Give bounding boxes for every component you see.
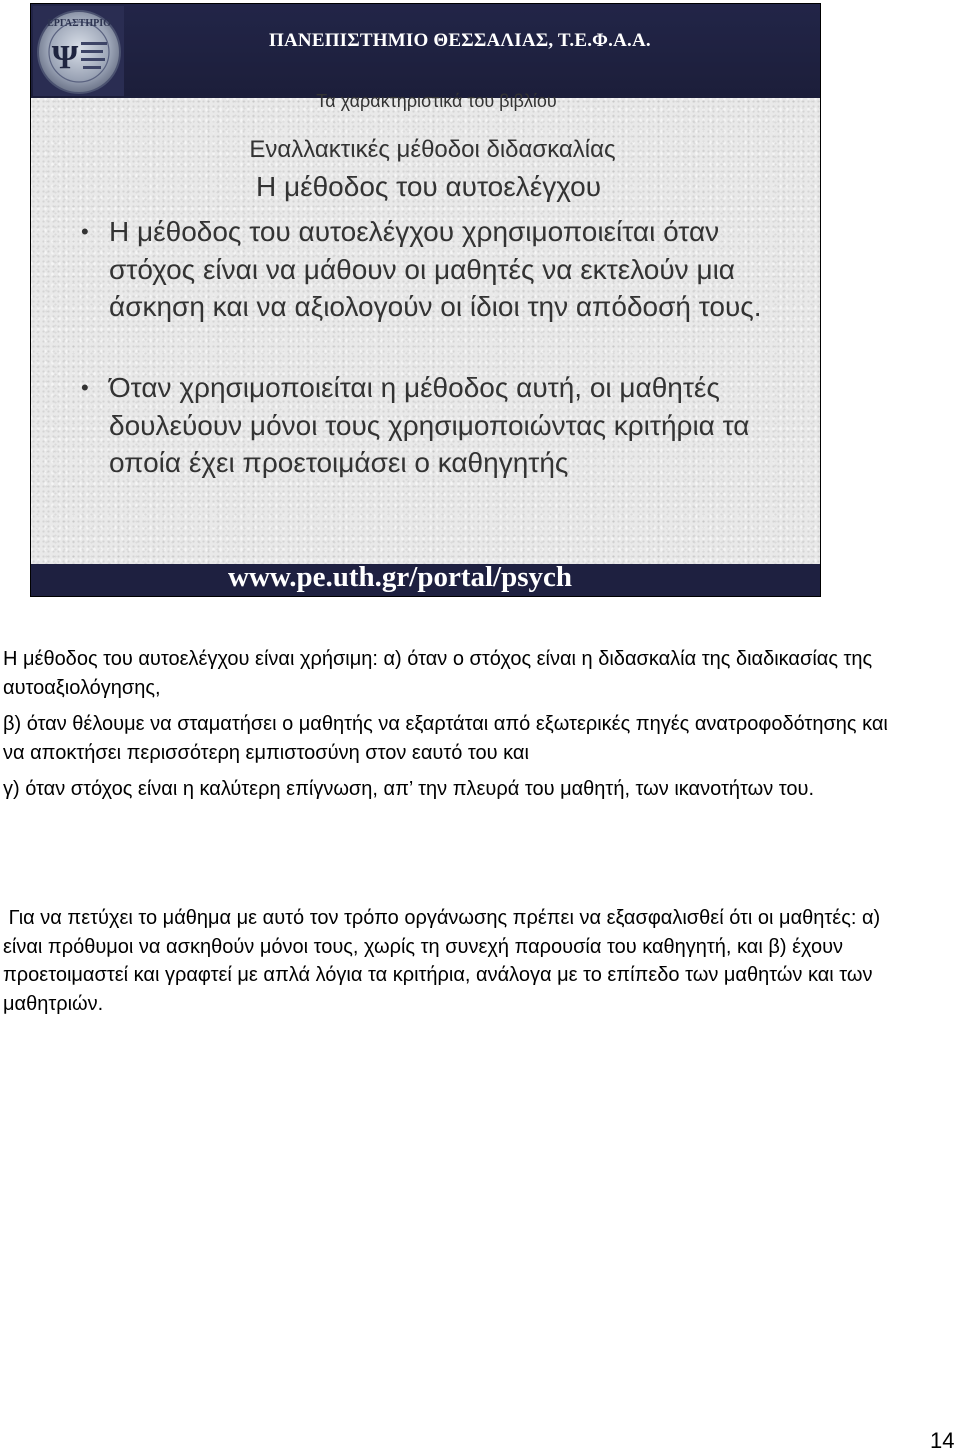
logo-text: ΕΡΓΑΣΤΗΡΙΟ [47, 18, 111, 29]
bullet-dot-icon: • [81, 219, 89, 244]
notes-paragraph-2: β) όταν θέλουμε να σταματήσει ο μαθητής να εξαρτάται από εξωτερικές πηγές ανατροφοδότησης και να αποκτήσει περισσότερη εμπιστοσύνη στον εαυτό του και [3, 713, 888, 764]
bullet-item-2 [81, 369, 769, 482]
psychology-lab-seal-icon [33, 6, 124, 96]
bullet-dot-icon: • [81, 375, 89, 400]
slide-footer [31, 561, 820, 596]
header-title: ΠΑΝΕΠΙΣΤΗΜΙΟ ΘΕΣΣΑΛΙΑΣ, Τ.Ε.Φ.Α.Α. [269, 30, 651, 51]
bullet-text-1: Η μέθοδος του αυτοελέγχου χρησιμοποιείται όταν στόχος είναι να μάθουν οι μαθητές να εκτελούν μια άσκηση και να αξιολογούν οι ίδιοι την απόδοσή τους. [109, 216, 762, 322]
slide-frame [30, 3, 821, 597]
notes-section [3, 645, 903, 804]
notes-paragraph-4: Για να πετύχει το μάθημα με αυτό τον τρόπο οργάνωσης πρέπει να εξασφαλισθεί ότι οι μαθητές: α) είναι πρόθυμοι να ασκηθούν μόνοι τους, χωρίς τη συνεχή παρουσία του καθηγητή, και β) έχουν προετοιμαστεί και γραφτεί με απλά λόγια τα κριτήρια, ανάλογα με το επίπεδο των μαθητών και των μαθητριών. [3, 907, 886, 1015]
slide-subtitle-2: Η μέθοδος του αυτοελέγχου [255, 171, 602, 202]
notes-paragraph-1: Η μέθοδος του αυτοελέγχου είναι χρήσιμη: α) όταν ο στόχος είναι η διδασκαλία της διαδικασίας της αυτοαξιολόγησης, [3, 648, 873, 699]
slide-subtitle-1: Εναλλακτικές μέθοδοι διδασκαλίας [249, 136, 616, 163]
page-number: 14 [930, 1428, 955, 1453]
book-title: Τα χαρακτηριστικά του βιβλίου [316, 91, 557, 111]
logo-symbol: Ψ [51, 39, 79, 76]
bullet-item-1 [81, 213, 769, 326]
footer-url: www.pe.uth.gr/portal/psych [228, 561, 573, 593]
bullet-text-2: Όταν χρησιμοποιείται η μέθοδος αυτή, οι μαθητές δουλεύουν μόνοι τους χρησιμοποιώντας κριτήρια τα οποία έχει προετοιμάσει ο καθηγητής [109, 372, 750, 478]
notes-paragraph-3: γ) όταν στόχος είναι η καλύτερη επίγνωση, απ’ την πλευρά του μαθητή, των ικανοτήτων του. [3, 778, 814, 800]
slide-header [31, 4, 820, 98]
